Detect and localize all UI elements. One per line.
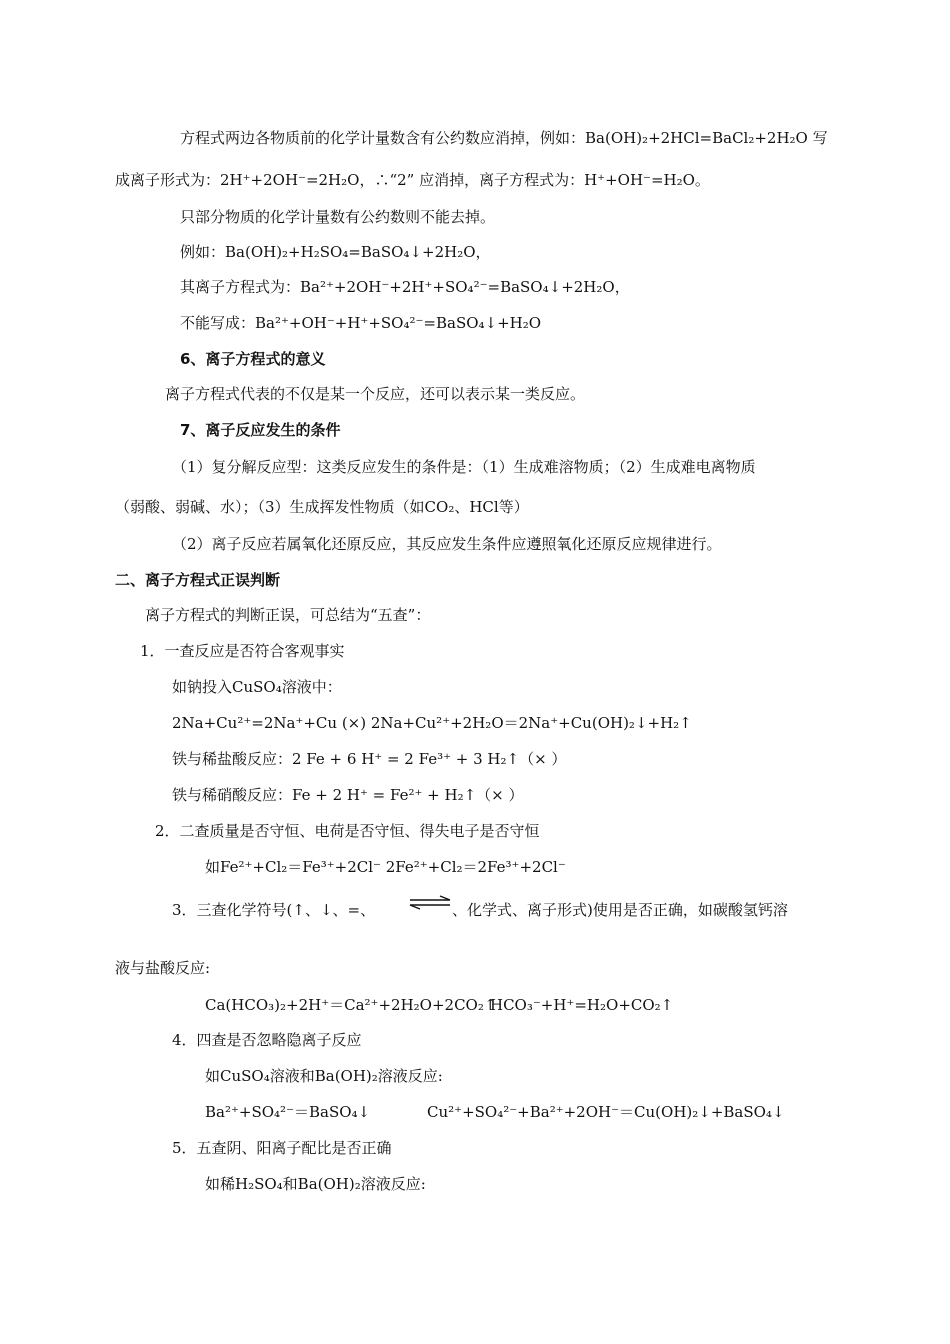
equation-line: Ca(HCO₃)₂+2H⁺＝Ca²⁺+2H₂O+2CO₂↑ [205,996,497,1014]
equation-line: 其离子方程式为：Ba²⁺+2OH⁻+2H⁺+SO₄²⁻=BaSO₄↓+2H₂O， [180,278,630,296]
paragraph-line: 方程式两边各物质前的化学计量数含有公约数应消掉，例如：Ba(OH)₂+2HCl=BaCl₂+2H₂O 写 [180,129,828,147]
equation-line: 例如：Ba(OH)₂+H₂SO₄=BaSO₄↓+2H₂O， [180,243,491,261]
equation-line: HCO₃⁻+H⁺=H₂O+CO₂↑ [490,996,674,1014]
equation-line: 2Na+Cu²⁺=2Na⁺+Cu (×) 2Na+Cu²⁺+2H₂O＝2Na⁺+Cu(OH)₂↓+H₂↑ [172,714,692,732]
equation-line: 铁与稀硝酸反应：Fe + 2 H⁺ = Fe²⁺ + H₂↑（× ） [172,786,524,804]
paragraph-line: 如CuSO₄溶液和Ba(OH)₂溶液反应: [205,1067,443,1085]
list-item-continuation: 、化学式、离子形式)使用是否正确，如碳酸氢钙溶 [452,901,788,919]
reversible-arrow-icon [408,895,452,911]
paragraph-line: （弱酸、弱碱、水）；（3）生成挥发性物质（如CO₂、HCl等） [115,498,529,516]
paragraph-line: 离子方程式的判断正误，可总结为“五查”： [145,606,431,624]
equation-line: Ba²⁺+SO₄²⁻＝BaSO₄↓ [205,1103,371,1121]
paragraph-line: （2）离子反应若属氧化还原反应，其反应发生条件应遵照氧化还原反应规律进行。 [172,535,722,553]
paragraph-line: 离子方程式代表的不仅是某一个反应，还可以表示某一类反应。 [165,385,586,403]
paragraph-line: （1）复分解反应型：这类反应发生的条件是：（1）生成难溶物质；（2）生成难电离物质 [172,458,756,476]
equation-line: 铁与稀盐酸反应：2 Fe + 6 H⁺ = 2 Fe³⁺ + 3 H₂↑（× ） [172,750,567,768]
paragraph-line: 如钠投入CuSO₄溶液中： [172,678,342,696]
paragraph-line: 成离子形式为：2H⁺+2OH⁻=2H₂O，∴“2” 应消掉，离子方程式为：H⁺+OH⁻=H₂O。 [115,171,710,189]
section-heading: 6、离子方程式的意义 [180,350,326,368]
chapter-heading: 二、离子方程式正误判断 [115,571,281,589]
section-heading: 7、离子反应发生的条件 [180,421,341,439]
equation-line: Cu²⁺+SO₄²⁻+Ba²⁺+2OH⁻＝Cu(OH)₂↓+BaSO₄↓ [427,1103,785,1121]
paragraph-line: 液与盐酸反应: [115,959,211,977]
list-item-heading: 2．二查质量是否守恒、电荷是否守恒、得失电子是否守恒 [155,822,540,840]
list-item-heading: 3．三查化学符号(↑、↓、=、 [172,901,376,919]
list-item-heading: 4．四查是否忽略隐离子反应 [172,1031,362,1049]
list-item-heading: 5．五查阴、阳离子配比是否正确 [172,1139,392,1157]
equation-line: 不能写成：Ba²⁺+OH⁻+H⁺+SO₄²⁻=BaSO₄↓+H₂O [180,314,542,332]
list-item-heading: 1．一查反应是否符合客观事实 [140,642,345,660]
equation-line: 如Fe²⁺+Cl₂＝Fe³⁺+2Cl⁻ 2Fe²⁺+Cl₂＝2Fe³⁺+2Cl⁻ [205,858,566,876]
paragraph-line: 如稀H₂SO₄和Ba(OH)₂溶液反应: [205,1175,426,1193]
paragraph-line: 只部分物质的化学计量数有公约数则不能去掉。 [180,208,496,226]
